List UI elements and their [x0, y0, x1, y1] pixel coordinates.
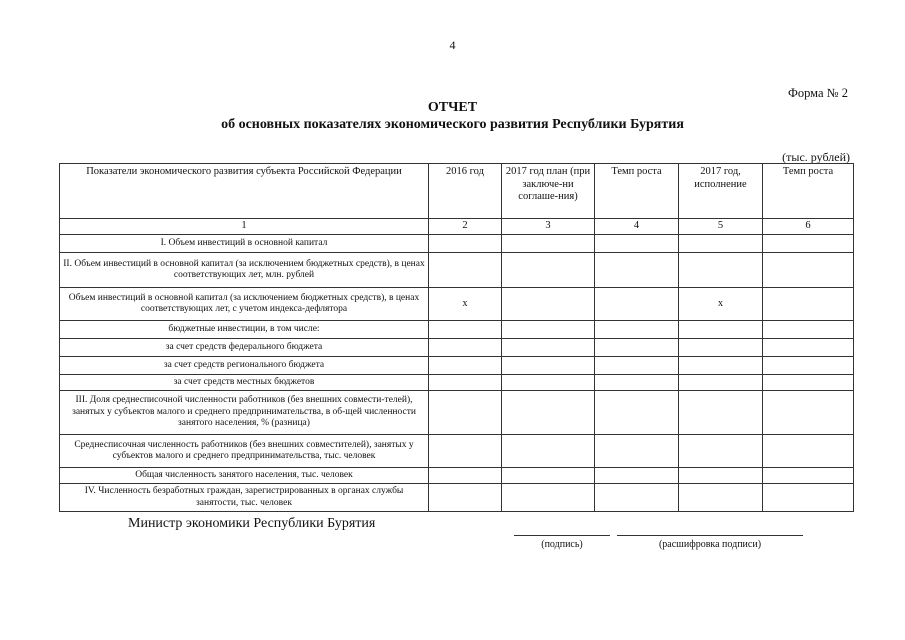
table-row: [60, 357, 854, 375]
row-label: I. Объем инвестиций в основной капитал: [60, 235, 429, 253]
cell-2016: [429, 468, 502, 484]
cell-empty: [502, 375, 595, 391]
cell-2016: [429, 321, 502, 339]
cell-empty: [502, 339, 595, 357]
column-number: 4: [595, 219, 679, 235]
table-row: [60, 253, 854, 288]
header-growth-rate-1: Темп роста: [595, 164, 679, 219]
cell-2016: [429, 253, 502, 288]
cell-empty: [595, 321, 679, 339]
row-label: за счет средств регионального бюджета: [60, 357, 429, 375]
cell-empty: [595, 391, 679, 435]
cell-2016: [429, 339, 502, 357]
row-label: за счет средств местных бюджетов: [60, 375, 429, 391]
cell-empty: [763, 288, 854, 321]
cell-2017-exec: [679, 468, 763, 484]
minister-title: Министр экономики Республики Бурятия: [128, 516, 376, 531]
form-label: Форма № 2: [788, 86, 848, 100]
cell-2017-exec: [679, 253, 763, 288]
document-title: ОТЧЕТ: [427, 100, 478, 115]
row-label: Общая численность занятого населения, тыс. человек: [60, 468, 429, 484]
signature-decoding-line: [617, 535, 803, 536]
signature-line: [514, 535, 610, 536]
cell-empty: [595, 468, 679, 484]
row-label: Объем инвестиций в основной капитал (за исключением бюджетных средств), в ценах соответствующих лет, с учетом индекса-дефлятора: [60, 288, 429, 321]
table-row: [60, 435, 854, 468]
cell-empty: [763, 235, 854, 253]
cell-2016: [429, 375, 502, 391]
table-row: [60, 468, 854, 484]
table-row: [60, 235, 854, 253]
cell-empty: [595, 288, 679, 321]
cell-2017-exec: [679, 357, 763, 375]
column-number-row: [60, 219, 854, 235]
cell-empty: [595, 253, 679, 288]
column-number: 6: [763, 219, 854, 235]
row-label: IV. Численность безработных граждан, зарегистрированных в органах службы занятости, тыс. человек: [60, 484, 429, 512]
header-2016: 2016 год: [429, 164, 502, 219]
cell-empty: [502, 288, 595, 321]
document-subtitle: об основных показателях экономического развития Республики Бурятия: [221, 117, 684, 132]
cell-empty: [763, 484, 854, 512]
row-label: бюджетные инвестиции, в том числе:: [60, 321, 429, 339]
cell-empty: [502, 321, 595, 339]
row-label: Среднесписочная численность работников (без внешних совместителей), занятых у субъектов малого и среднего предпринимательства, тыс. человек: [60, 435, 429, 468]
cell-2017-exec: [679, 321, 763, 339]
table-row: [60, 339, 854, 357]
column-number: 3: [502, 219, 595, 235]
cell-2016: [429, 435, 502, 468]
cell-empty: [763, 339, 854, 357]
cell-2016: [429, 357, 502, 375]
cell-2016: [429, 235, 502, 253]
table-row: [60, 375, 854, 391]
cell-empty: [763, 357, 854, 375]
report-table: [59, 163, 854, 512]
cell-2017-exec: x: [679, 288, 763, 321]
table-header-row: [60, 164, 854, 219]
cell-empty: [763, 435, 854, 468]
cell-empty: [595, 339, 679, 357]
column-number: 1: [60, 219, 429, 235]
cell-empty: [763, 468, 854, 484]
table-row: [60, 321, 854, 339]
cell-2016: [429, 391, 502, 435]
row-label: II. Объем инвестиций в основной капитал (за исключением бюджетных средств), в ценах соответствующих лет, млн. рублей: [60, 253, 429, 288]
cell-empty: [502, 484, 595, 512]
header-2017-plan: 2017 год план (при заключе-ни соглаше-ния): [502, 164, 595, 219]
signature-caption: (подпись): [541, 539, 583, 550]
cell-empty: [502, 357, 595, 375]
table-row: [60, 288, 854, 321]
cell-empty: [595, 435, 679, 468]
header-2017-execution: 2017 год, исполнение: [679, 164, 763, 219]
column-number: 2: [429, 219, 502, 235]
cell-empty: [595, 484, 679, 512]
row-label: за счет средств федерального бюджета: [60, 339, 429, 357]
cell-empty: [763, 391, 854, 435]
cell-2017-exec: [679, 435, 763, 468]
cell-empty: [502, 235, 595, 253]
cell-empty: [763, 321, 854, 339]
row-label: III. Доля среднесписочной численности работников (без внешних совмести-телей), занятых у субъектов малого и среднего предпринимательства, в об-щей численности занятого населения, % (разница): [60, 391, 429, 435]
header-growth-rate-2: Темп роста: [763, 164, 854, 219]
header-indicators: Показатели экономического развития субъекта Российской Федерации: [60, 164, 429, 219]
cell-2017-exec: [679, 235, 763, 253]
page-number: 4: [449, 38, 456, 52]
cell-empty: [502, 468, 595, 484]
units-note: (тыс. рублей): [782, 150, 850, 164]
signature-decoding-caption: (расшифровка подписи): [658, 539, 762, 550]
cell-empty: [502, 435, 595, 468]
cell-2016: [429, 484, 502, 512]
cell-empty: [502, 391, 595, 435]
cell-2017-exec: [679, 339, 763, 357]
cell-2017-exec: [679, 484, 763, 512]
cell-empty: [763, 375, 854, 391]
table-row: [60, 391, 854, 435]
cell-empty: [502, 253, 595, 288]
cell-empty: [595, 375, 679, 391]
column-number: 5: [679, 219, 763, 235]
cell-empty: [595, 357, 679, 375]
cell-2017-exec: [679, 375, 763, 391]
cell-2017-exec: [679, 391, 763, 435]
cell-empty: [763, 253, 854, 288]
table-row: [60, 484, 854, 512]
cell-empty: [595, 235, 679, 253]
cell-2016: x: [429, 288, 502, 321]
